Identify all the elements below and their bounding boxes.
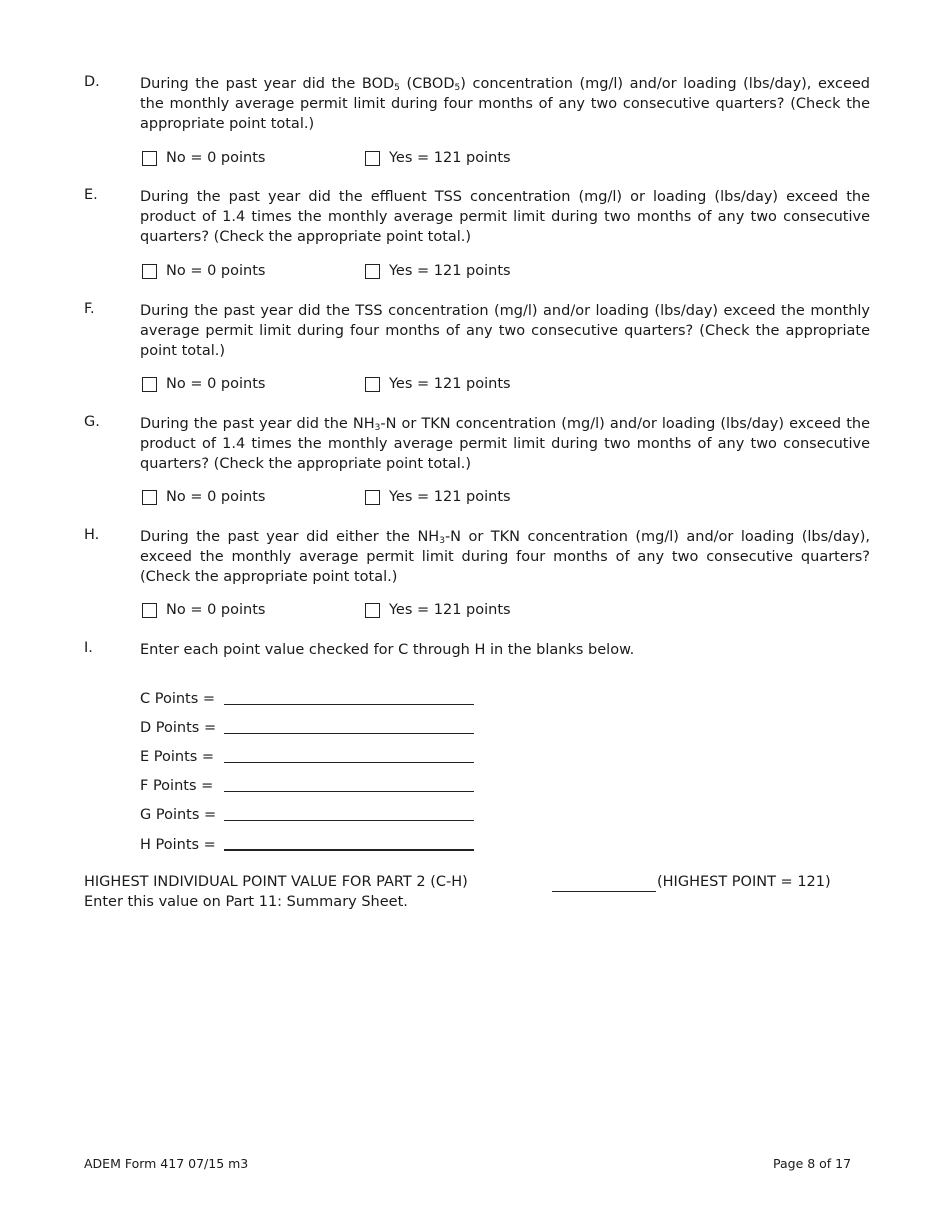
d-points-blank[interactable] — [224, 719, 474, 734]
yes-checkbox[interactable] — [365, 377, 380, 392]
e-points-row — [140, 748, 474, 765]
points-label: E Points = — [140, 749, 215, 765]
h-points-blank[interactable] — [224, 835, 474, 851]
yes-label: Yes = 121 points — [389, 376, 511, 392]
question-text: During the past year did either the $NH_3-N$ or TKN concentration (mg/l) and/or loading (lbs/day), exceed the monthly average permit limit during four months of any two consecutive quarters? (Check the appropriate point total.) — [140, 529, 871, 585]
yes-label: Yes = 121 points — [389, 263, 511, 279]
no-checkbox[interactable] — [142, 151, 157, 166]
d-points-row — [140, 719, 474, 736]
no-label: No = 0 points — [166, 602, 266, 618]
section-i-text: Enter each point value checked for C through H in the blanks below. — [140, 642, 635, 658]
yes-checkbox[interactable] — [365, 264, 380, 279]
question-text: During the past year did the effluent TSS concentration (mg/l) or loading (lbs/day) exceed the product of 1.4 times the monthly average permit limit during two months of any two consecutive quarters? (Check the appropriate point total.) — [140, 189, 870, 245]
points-label: H Points = — [140, 837, 216, 853]
h-points-row — [140, 835, 474, 853]
g-points-row — [140, 806, 474, 823]
question-letter: F. — [84, 301, 95, 317]
g-points-blank[interactable] — [224, 806, 474, 821]
yes-option[interactable] — [365, 489, 511, 505]
points-label: G Points = — [140, 807, 217, 823]
yes-checkbox[interactable] — [365, 490, 380, 505]
summary-instruction: Enter this value on Part 11: Summary Sheet. — [84, 894, 408, 910]
no-label: No = 0 points — [166, 376, 266, 392]
f-points-row — [140, 777, 474, 794]
question-text: During the past year did the $BOD_5$ $(CBOD_5)$ concentration (mg/l) and/or loading (lbs/day), exceed the monthly average permit limit during four months of any two consecutive quarters? (Check the appropriate point total.) — [140, 76, 870, 132]
question-letter: E. — [84, 187, 98, 203]
no-option[interactable] — [142, 602, 265, 618]
points-label: F Points = — [140, 778, 214, 794]
no-label: No = 0 points — [166, 263, 266, 279]
no-label: No = 0 points — [166, 150, 266, 166]
c-points-row — [140, 690, 474, 707]
highest-point-label: HIGHEST INDIVIDUAL POINT VALUE FOR PART 2 (C-H) — [84, 874, 468, 890]
f-points-blank[interactable] — [224, 777, 474, 792]
no-checkbox[interactable] — [142, 603, 157, 618]
points-label: C Points = — [140, 691, 216, 707]
yes-option[interactable] — [365, 263, 511, 279]
no-checkbox[interactable] — [142, 264, 157, 279]
yes-label: Yes = 121 points — [389, 150, 511, 166]
question-letter: G. — [84, 414, 100, 430]
no-option[interactable] — [142, 376, 265, 392]
question-text: During the past year did the TSS concentration (mg/l) and/or loading (lbs/day) exceed the monthly average permit limit during four months of any two consecutive quarters? (Check the appropriate point total.) — [140, 303, 870, 359]
c-points-blank[interactable] — [224, 690, 474, 705]
page-number: Page 8 of 17 — [773, 1156, 852, 1171]
highest-point-blank[interactable] — [552, 875, 656, 892]
points-label: D Points = — [140, 720, 217, 736]
no-checkbox[interactable] — [142, 490, 157, 505]
yes-checkbox[interactable] — [365, 603, 380, 618]
question-text: During the past year did the $NH_3-N$ or TKN concentration (mg/l) and/or loading (lbs/day) exceed the product of 1.4 times the monthly average permit limit during two months of any two consecutive quarters? (Check the appropriate point total.) — [140, 416, 870, 472]
form-id: ADEM Form 417 07/15 m3 — [84, 1156, 249, 1171]
yes-option[interactable] — [365, 150, 511, 166]
yes-label: Yes = 121 points — [389, 602, 511, 618]
no-option[interactable] — [142, 150, 265, 166]
yes-label: Yes = 121 points — [389, 489, 511, 505]
e-points-blank[interactable] — [224, 748, 474, 763]
question-letter: H. — [84, 527, 100, 543]
yes-checkbox[interactable] — [365, 151, 380, 166]
no-option[interactable] — [142, 489, 265, 505]
question-letter: I. — [84, 640, 93, 656]
yes-option[interactable] — [365, 602, 511, 618]
yes-option[interactable] — [365, 376, 511, 392]
no-option[interactable] — [142, 263, 265, 279]
question-letter: D. — [84, 74, 100, 90]
no-checkbox[interactable] — [142, 377, 157, 392]
no-label: No = 0 points — [166, 489, 266, 505]
highest-point-note: (HIGHEST POINT = 121) — [657, 874, 831, 890]
